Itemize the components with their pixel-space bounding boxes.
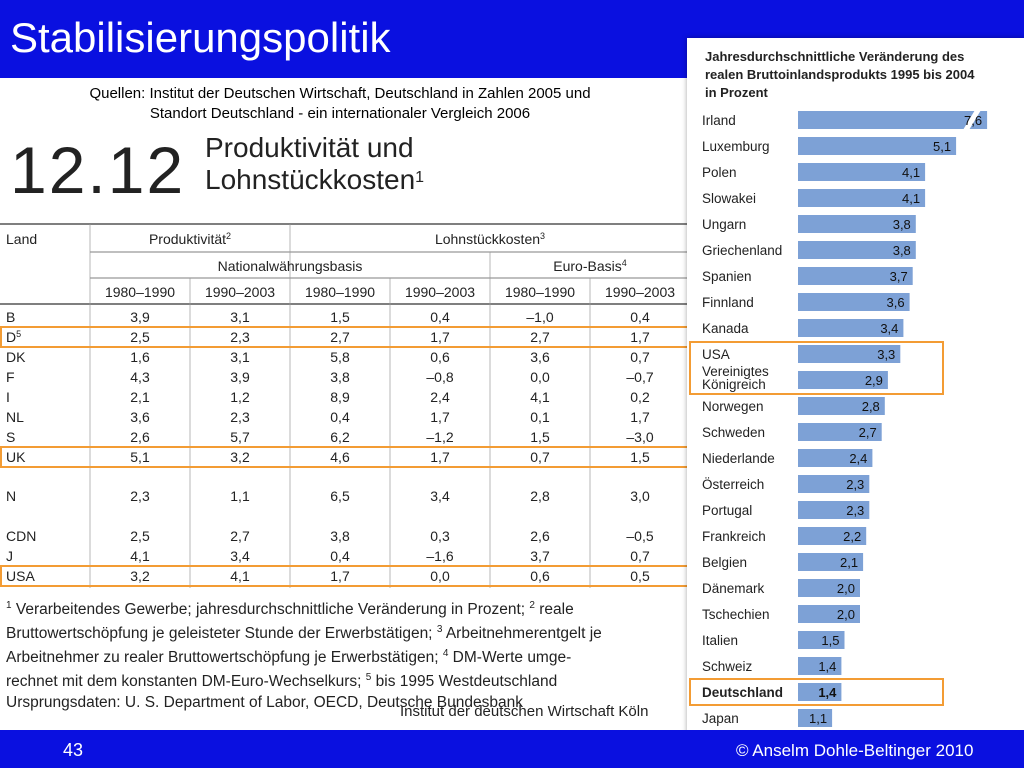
category-label: Finnland xyxy=(702,295,754,310)
category-label: Japan xyxy=(702,711,739,726)
category-label: Slowakei xyxy=(702,191,757,206)
column-header-productivity-note: 2 xyxy=(226,231,232,241)
table-row-land xyxy=(6,528,36,544)
footnote-text-3: Bruttowertschöpfung je geleisteter Stunde der Erwerbstätigen; xyxy=(6,625,437,643)
data-label: 2,8 xyxy=(861,399,880,414)
category-label: USA xyxy=(702,347,730,362)
table-cell: –1,0 xyxy=(526,309,554,325)
table-footnotes xyxy=(6,596,696,713)
category-label: Irland xyxy=(702,113,736,128)
data-label: 1,5 xyxy=(821,633,840,648)
table-cell: –0,7 xyxy=(626,369,654,385)
table-cell: 3,7 xyxy=(530,548,550,564)
footnote-text-4: Arbeitnehmerentgelt je xyxy=(442,625,602,643)
column-header-period: 1980–1990 xyxy=(104,284,176,300)
table-cell: 2,5 xyxy=(130,329,150,345)
table-cell: 1,6 xyxy=(130,349,150,365)
table-cell: 4,3 xyxy=(130,369,150,385)
footnote-mark-4: 4 xyxy=(442,648,449,660)
table-row-land xyxy=(6,349,26,365)
data-label: 2,4 xyxy=(849,451,868,466)
column-header-period: 1990–2003 xyxy=(204,284,276,300)
gdp-chart-canvas xyxy=(687,38,1024,750)
table-cell: 1,5 xyxy=(330,309,350,325)
table-cell: 3,8 xyxy=(330,369,350,385)
table-cell: –3,0 xyxy=(626,429,654,445)
column-header-unit-labour-label: Lohnstückkosten xyxy=(434,231,541,247)
page-number: 43 xyxy=(63,740,84,760)
data-label: 3,4 xyxy=(880,321,899,336)
table-row-land-label: USA xyxy=(6,568,35,584)
column-header-euro-label: Euro-Basis xyxy=(553,258,622,274)
table-cell: 3,9 xyxy=(230,369,250,385)
table-cell: 4,1 xyxy=(530,389,550,405)
table-cell: 0,6 xyxy=(530,568,550,584)
table-cell: 5,8 xyxy=(330,349,350,365)
data-label: 2,0 xyxy=(836,581,855,596)
column-header-period: 1980–1990 xyxy=(504,284,576,300)
table-cell: 2,7 xyxy=(530,329,550,345)
bar-irland xyxy=(798,111,987,129)
table-row-land-note: 5 xyxy=(16,329,22,339)
table-heading-line-2: Lohnstückkosten xyxy=(205,164,416,195)
data-label: 2,3 xyxy=(846,503,865,518)
table-publisher: Institut der deutschen Wirtschaft Köln xyxy=(400,703,649,720)
category-label: Österreich xyxy=(702,477,765,492)
table-row-land xyxy=(6,369,15,385)
footnote-source-line: Ursprungsdaten: U. S. Department of Labor, OECD, Deutsche Bundesbank xyxy=(6,693,523,711)
chart-title-line: in Prozent xyxy=(705,85,768,100)
table-cell: 2,3 xyxy=(230,329,250,345)
table-cell: 0,4 xyxy=(430,309,450,325)
category-label: Niederlande xyxy=(702,451,775,466)
category-label: Dänemark xyxy=(702,581,765,596)
table-cell: 3,2 xyxy=(230,449,250,465)
table-cell: 5,7 xyxy=(230,429,250,445)
category-label: Italien xyxy=(702,633,739,648)
data-label: 3,8 xyxy=(892,217,911,232)
table-cell: 0,7 xyxy=(530,449,550,465)
footnote-text-7: rechnet mit dem konstanten DM-Euro-Wechselkurs; xyxy=(6,673,366,691)
column-header-productivity-label: Produktivität xyxy=(148,231,227,247)
table-row-land-label: B xyxy=(6,309,16,325)
table-cell: 0,0 xyxy=(430,568,450,584)
table-cell: 2,8 xyxy=(530,488,550,504)
column-header-unit-labour-costs xyxy=(435,231,545,247)
column-header-productivity xyxy=(149,231,231,247)
footnote-text-1: Verarbeitendes Gewerbe; jahresdurchschnittliche Veränderung in Prozent; xyxy=(11,601,530,619)
slide-title: Stabilisierungspolitik xyxy=(10,14,391,61)
table-row-land xyxy=(6,409,24,425)
table-cell: 2,1 xyxy=(130,389,150,405)
footnote-mark-5: 5 xyxy=(365,672,372,684)
table-cell: 0,4 xyxy=(330,409,350,425)
table-row-land xyxy=(6,389,10,405)
category-label: Frankreich xyxy=(702,529,766,544)
column-header-period: 1990–2003 xyxy=(604,284,676,300)
category-label: Ungarn xyxy=(702,217,747,232)
table-cell: 0,7 xyxy=(630,548,650,564)
data-label: 2,9 xyxy=(864,373,883,388)
data-label: 2,3 xyxy=(846,477,865,492)
column-header-land: Land xyxy=(6,231,38,247)
table-row-land xyxy=(6,449,26,465)
data-label: 1,4 xyxy=(818,685,837,700)
table-cell: 3,9 xyxy=(130,309,150,325)
table-cell: 1,7 xyxy=(430,449,450,465)
data-label: 3,6 xyxy=(886,295,905,310)
table-cell: 2,3 xyxy=(130,488,150,504)
table-cell: 0,2 xyxy=(630,389,650,405)
table-cell: 3,1 xyxy=(230,309,250,325)
table-cell: 0,5 xyxy=(630,568,650,584)
table-cell: 3,4 xyxy=(430,488,450,504)
category-label: Luxemburg xyxy=(702,139,770,154)
category-label: Schweiz xyxy=(702,659,753,674)
category-label: Tschechien xyxy=(702,607,770,622)
table-cell: 0,6 xyxy=(430,349,450,365)
column-header-national-currency: Nationalwährungsbasis xyxy=(217,258,363,274)
table-cell: 1,2 xyxy=(230,389,250,405)
table-cell: 6,2 xyxy=(330,429,350,445)
table-cell: –0,5 xyxy=(626,528,654,544)
table-cell: 2,7 xyxy=(330,329,350,345)
table-row-land xyxy=(6,548,13,564)
category-label: Polen xyxy=(702,165,737,180)
table-row-land-label: I xyxy=(6,389,10,405)
column-header-euro-basis xyxy=(553,258,626,274)
category-label: Portugal xyxy=(702,503,753,518)
column-header-euro-note: 4 xyxy=(621,258,627,268)
table-grid xyxy=(0,126,690,596)
table-cell: 0,3 xyxy=(430,528,450,544)
table-cell: 4,6 xyxy=(330,449,350,465)
table-cell: 1,7 xyxy=(430,409,450,425)
data-label: 5,1 xyxy=(933,139,952,154)
table-cell: 0,4 xyxy=(330,548,350,564)
sources-line-1: Quellen: Institut der Deutschen Wirtschaft, Deutschland in Zahlen 2005 und xyxy=(89,85,591,102)
data-label: 1,4 xyxy=(818,659,837,674)
table-cell: –1,6 xyxy=(426,548,454,564)
table-cell: 6,5 xyxy=(330,488,350,504)
table-cell: 0,4 xyxy=(630,309,650,325)
data-label: 2,1 xyxy=(840,555,859,570)
table-cell: 4,1 xyxy=(230,568,250,584)
table-cell: 4,1 xyxy=(130,548,150,564)
table-cell: 3,4 xyxy=(230,548,250,564)
chart-title xyxy=(705,48,974,102)
data-label: 3,3 xyxy=(877,347,896,362)
column-header-period: 1990–2003 xyxy=(404,284,476,300)
table-row-land-label: DK xyxy=(6,349,26,365)
table-cell: 2,6 xyxy=(530,528,550,544)
footnote-text-8: bis 1995 Westdeutschland xyxy=(371,673,558,691)
table-cell: –0,8 xyxy=(426,369,454,385)
category-label: Belgien xyxy=(702,555,748,570)
category-label: Kanada xyxy=(702,321,749,336)
table-cell: 2,3 xyxy=(230,409,250,425)
category-label: Königreich xyxy=(702,377,766,392)
table-heading-line-1: Produktivität und xyxy=(205,132,414,163)
productivity-table-figure xyxy=(0,126,690,726)
data-label: 2,7 xyxy=(858,425,877,440)
footnote-mark-2: 2 xyxy=(529,600,535,611)
table-row-land xyxy=(6,488,16,504)
data-label: 3,7 xyxy=(889,269,908,284)
chart-title-line: Jahresdurchschnittliche Veränderung des xyxy=(705,49,965,64)
table-cell: 1,5 xyxy=(530,429,550,445)
table-cell: 1,7 xyxy=(630,329,650,345)
table-row-land xyxy=(6,309,15,325)
category-label: Griechenland xyxy=(702,243,783,258)
table-cell: 0,7 xyxy=(630,349,650,365)
category-label: Schweden xyxy=(702,425,766,440)
footnote-text-6: DM-Werte umge- xyxy=(448,649,572,667)
data-label: 1,1 xyxy=(809,711,828,726)
table-cell: 1,7 xyxy=(330,568,350,584)
category-label: Deutschland xyxy=(702,685,784,700)
table-cell: 3,6 xyxy=(530,349,550,365)
data-label: 7,6 xyxy=(964,113,983,128)
footnote-text-5: Arbeitnehmer zu realer Bruttowertschöpfung je Erwerbstätigen; xyxy=(6,649,443,667)
table-cell: 0,0 xyxy=(530,369,550,385)
table-row-land-label: NL xyxy=(6,409,24,425)
table-row-land-label: N xyxy=(6,488,17,504)
sources-line-2: Standort Deutschland - ein internationaler Vergleich 2006 xyxy=(149,105,531,122)
table-row-land-label: CDN xyxy=(6,528,37,544)
table-cell: 2,6 xyxy=(130,429,150,445)
chart-title-line: realen Bruttoinlandsprodukts 1995 bis 2004 xyxy=(705,67,975,82)
column-header-period: 1980–1990 xyxy=(304,284,376,300)
table-cell: –1,2 xyxy=(426,429,454,445)
category-label: Vereinigtes xyxy=(702,364,769,379)
table-number: 12.12 xyxy=(10,133,186,207)
table-row-land xyxy=(6,568,35,584)
column-header-unit-labour-note: 3 xyxy=(540,231,546,241)
table-row-land-label: UK xyxy=(6,449,26,465)
table-row-land xyxy=(6,329,21,345)
data-label: 2,0 xyxy=(836,607,855,622)
table-cell: 0,1 xyxy=(530,409,550,425)
gdp-growth-chart xyxy=(687,38,1024,750)
table-cell: 2,4 xyxy=(430,389,450,405)
table-cell: 8,9 xyxy=(330,389,350,405)
data-label: 2,2 xyxy=(843,529,862,544)
sources-note xyxy=(40,84,640,124)
table-cell: 3,8 xyxy=(330,528,350,544)
table-cell: 2,5 xyxy=(130,528,150,544)
table-heading-footnote-mark: 1 xyxy=(415,169,425,186)
table-row-land-label: D xyxy=(6,329,17,345)
table-row-land-label: J xyxy=(6,548,13,564)
data-label: 4,1 xyxy=(902,165,921,180)
category-label: Spanien xyxy=(702,269,752,284)
table-cell: 1,5 xyxy=(630,449,650,465)
footnote-mark-3: 3 xyxy=(436,624,443,636)
table-cell: 3,1 xyxy=(230,349,250,365)
table-cell: 1,7 xyxy=(630,409,650,425)
table-row-land-label: F xyxy=(6,369,15,385)
table-cell: 1,7 xyxy=(430,329,450,345)
footnote-mark-1: 1 xyxy=(6,600,12,611)
table-cell: 2,7 xyxy=(230,528,250,544)
table-cell: 5,1 xyxy=(130,449,150,465)
table-cell: 3,6 xyxy=(130,409,150,425)
table-row-land-label: S xyxy=(6,429,16,445)
table-cell: 3,0 xyxy=(630,488,650,504)
data-label: 4,1 xyxy=(902,191,921,206)
data-label: 3,8 xyxy=(892,243,911,258)
table-cell: 1,1 xyxy=(230,488,250,504)
table-row-land xyxy=(6,429,15,445)
copyright-note: © Anselm Dohle-Beltinger 2010 xyxy=(736,741,974,760)
category-label: Norwegen xyxy=(702,399,764,414)
footnote-text-2: reale xyxy=(534,601,574,619)
table-cell: 3,2 xyxy=(130,568,150,584)
